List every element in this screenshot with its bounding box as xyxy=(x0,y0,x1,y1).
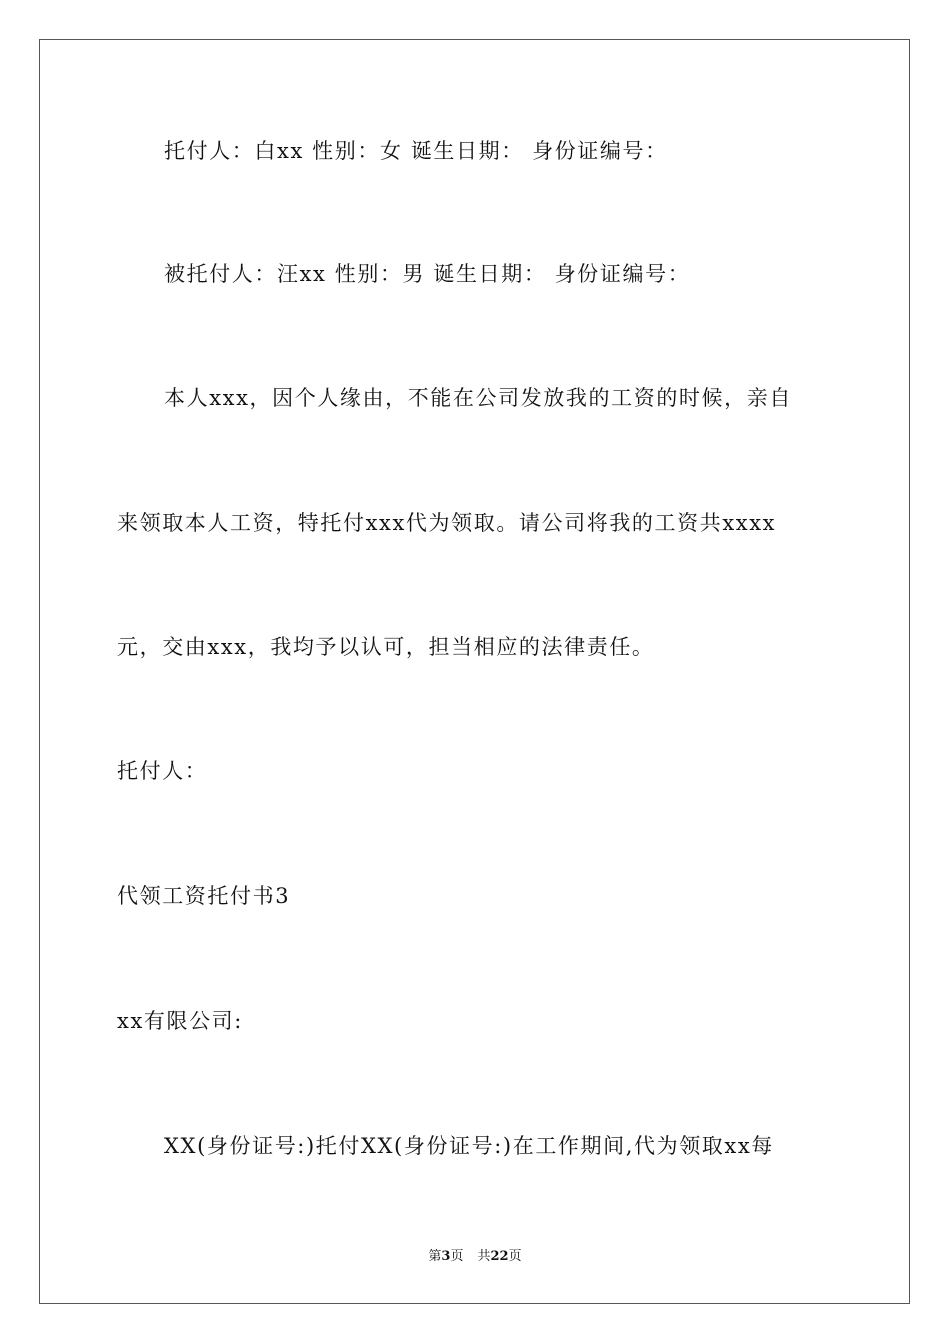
footer-page-prefix: 第 xyxy=(428,1249,442,1264)
footer-page-number: 3 xyxy=(441,1249,451,1264)
footer-total-prefix: 共 xyxy=(477,1249,491,1264)
paragraph-authorization-line-1: XX(身份证号:)托付XX(身份证号:)在工作期间,代为领取xx每 xyxy=(164,1134,774,1158)
paragraph-agent-info: 被托付人：汪xx 性别：男 诞生日期： 身份证编号： xyxy=(164,262,691,286)
footer-total-suffix: 页 xyxy=(508,1249,522,1264)
paragraph-principal-info: 托付人：白xx 性别：女 诞生日期： 身份证编号： xyxy=(164,139,668,163)
signature-principal-label: 托付人： xyxy=(117,759,208,783)
footer-total-pages: 22 xyxy=(490,1249,509,1264)
section-title: 代领工资托付书3 xyxy=(117,884,291,908)
paragraph-body-line-3: 元，交由xxx，我均予以认可，担当相应的法律责任。 xyxy=(117,635,655,659)
addressee-company: xx有限公司: xyxy=(117,1009,243,1033)
page-footer xyxy=(0,1248,950,1266)
page-border xyxy=(39,39,910,1304)
paragraph-body-line-1: 本人xxx，因个人缘由，不能在公司发放我的工资的时候，亲自 xyxy=(164,386,792,410)
paragraph-body-line-2: 来领取本人工资，特托付xxx代为领取。请公司将我的工资共xxxx xyxy=(117,511,777,535)
footer-page-suffix: 页 xyxy=(450,1249,464,1264)
